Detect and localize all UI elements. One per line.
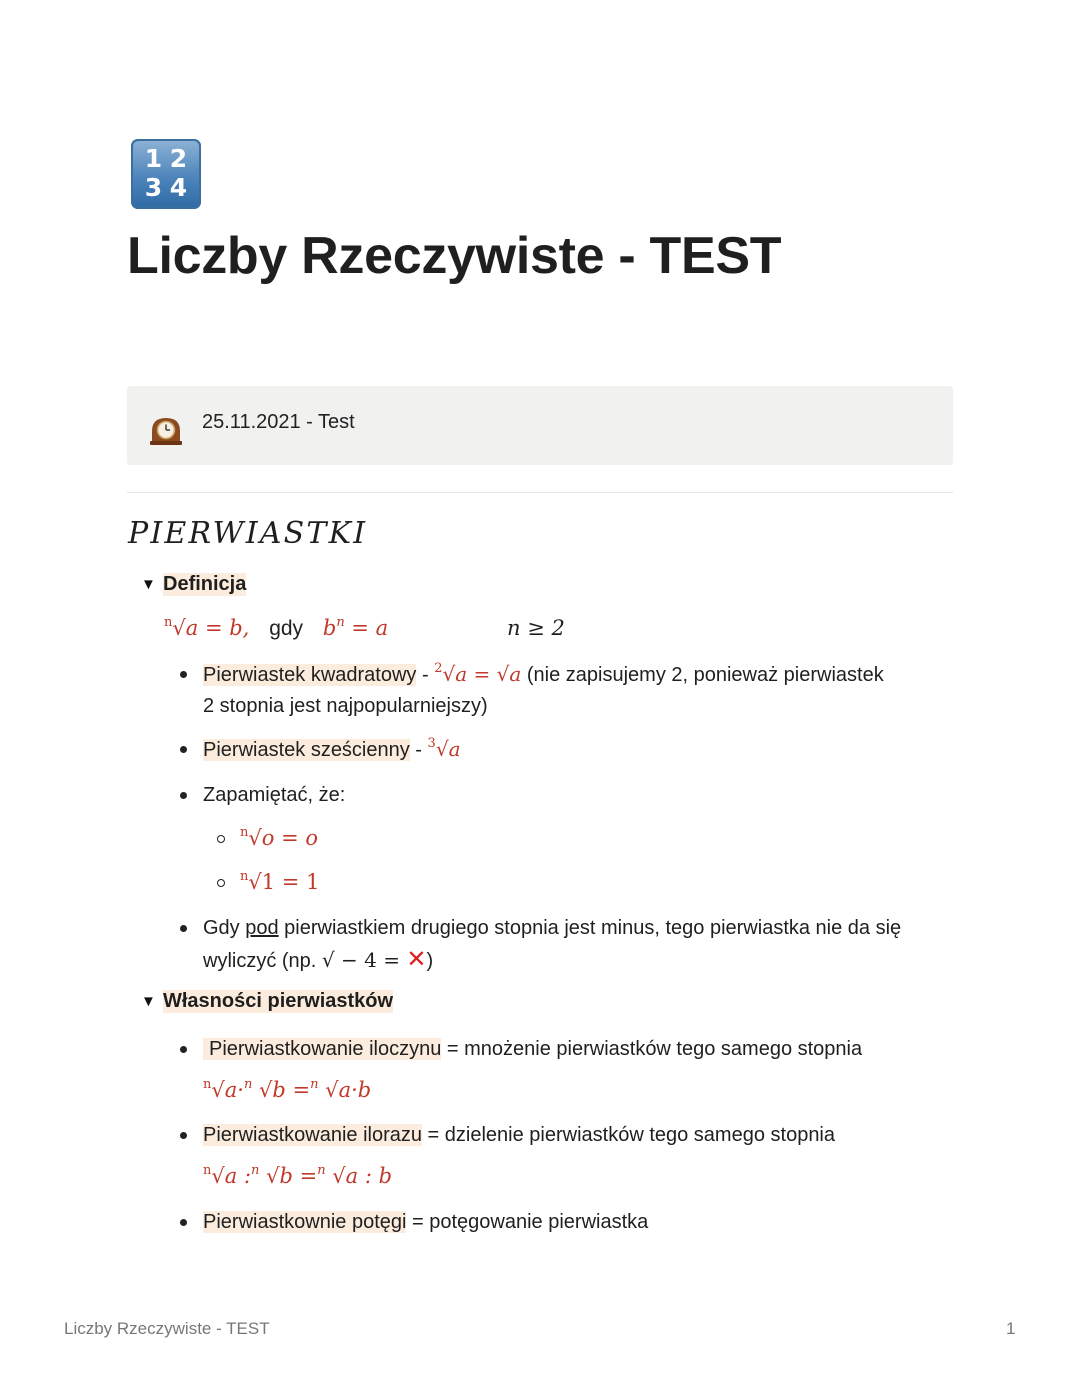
toggle-wlasnosci[interactable]: [141, 990, 393, 1013]
digit: 4: [169, 173, 188, 202]
toggle-label: Własności pierwiastków: [163, 990, 394, 1012]
bullet-dot: [180, 671, 187, 678]
toggle-triangle-icon[interactable]: ▼: [141, 993, 156, 1010]
sub-bullet-one: $^n$√1 = 1: [240, 869, 320, 894]
divider: [127, 492, 953, 493]
bullet-minus: Gdy pod pierwiastkiem drugiego stopnia jest minus, tego pierwiastka nie da się wyliczyć (np. √ − 4 = ✕): [203, 917, 902, 973]
toggle-triangle-icon[interactable]: ▼: [141, 576, 156, 593]
bullet-dot: [180, 925, 187, 932]
bullet-dot: [180, 792, 187, 799]
section-title: PIERWIASTKI: [128, 516, 368, 551]
bullet-dot: [180, 1132, 187, 1139]
bullet-dot: [180, 746, 187, 753]
sub-bullet-ring: [217, 879, 225, 887]
mantelpiece-clock-icon: [149, 415, 183, 445]
bullet-zapamietac: Zapamiętać, że:: [203, 784, 346, 806]
bullet-kwadratowy: Pierwiastek kwadratowy - $^2$√a = √a (nie zapisujemy 2, ponieważ pierwiastek 2 stopnia jest najpopularniejszy): [203, 661, 884, 717]
digit: 1: [144, 144, 163, 173]
digit: 3: [144, 173, 163, 202]
page-number: 1: [1006, 1319, 1016, 1338]
definition-formula: $^n$√a = b, gdy $b^n = a$: [164, 615, 389, 640]
date-callout: [127, 386, 953, 465]
iloczyn-formula: $^n$√a·$^n$ √b =$^n$ √a·b: [203, 1077, 372, 1102]
cross-mark-icon: ✕: [406, 945, 427, 973]
page-title: Liczby Rzeczywiste - TEST: [127, 227, 782, 285]
footer-title: Liczby Rzeczywiste - TEST: [64, 1319, 270, 1338]
bullet-iloraz: Pierwiastkowanie ilorazu = dzielenie pierwiastków tego samego stopnia: [203, 1124, 836, 1146]
iloraz-formula: $^n$√a :$^n$ √b =$^n$ √a : b: [203, 1163, 393, 1188]
bullet-szescienny: Pierwiastek sześcienny - $^3$√a: [203, 736, 461, 761]
sub-bullet-zero: $^n$√o = o: [240, 825, 318, 850]
definition-condition: n ≥ 2: [507, 616, 565, 640]
bullet-potegi: Pierwiastkownie potęgi = potęgowanie pierwiastka: [203, 1211, 649, 1233]
digit: 2: [169, 144, 188, 173]
toggle-definicja[interactable]: [141, 573, 246, 596]
bullet-dot: [180, 1046, 187, 1053]
input-numbers-icon: [131, 139, 201, 209]
sub-bullet-ring: [217, 835, 225, 843]
toggle-label: Definicja: [163, 573, 247, 595]
bullet-iloczyn: Pierwiastkowanie iloczynu = mnożenie pierwiastków tego samego stopnia: [203, 1034, 862, 1065]
bullet-dot: [180, 1219, 187, 1226]
callout-text: 25.11.2021 - Test: [202, 411, 355, 433]
